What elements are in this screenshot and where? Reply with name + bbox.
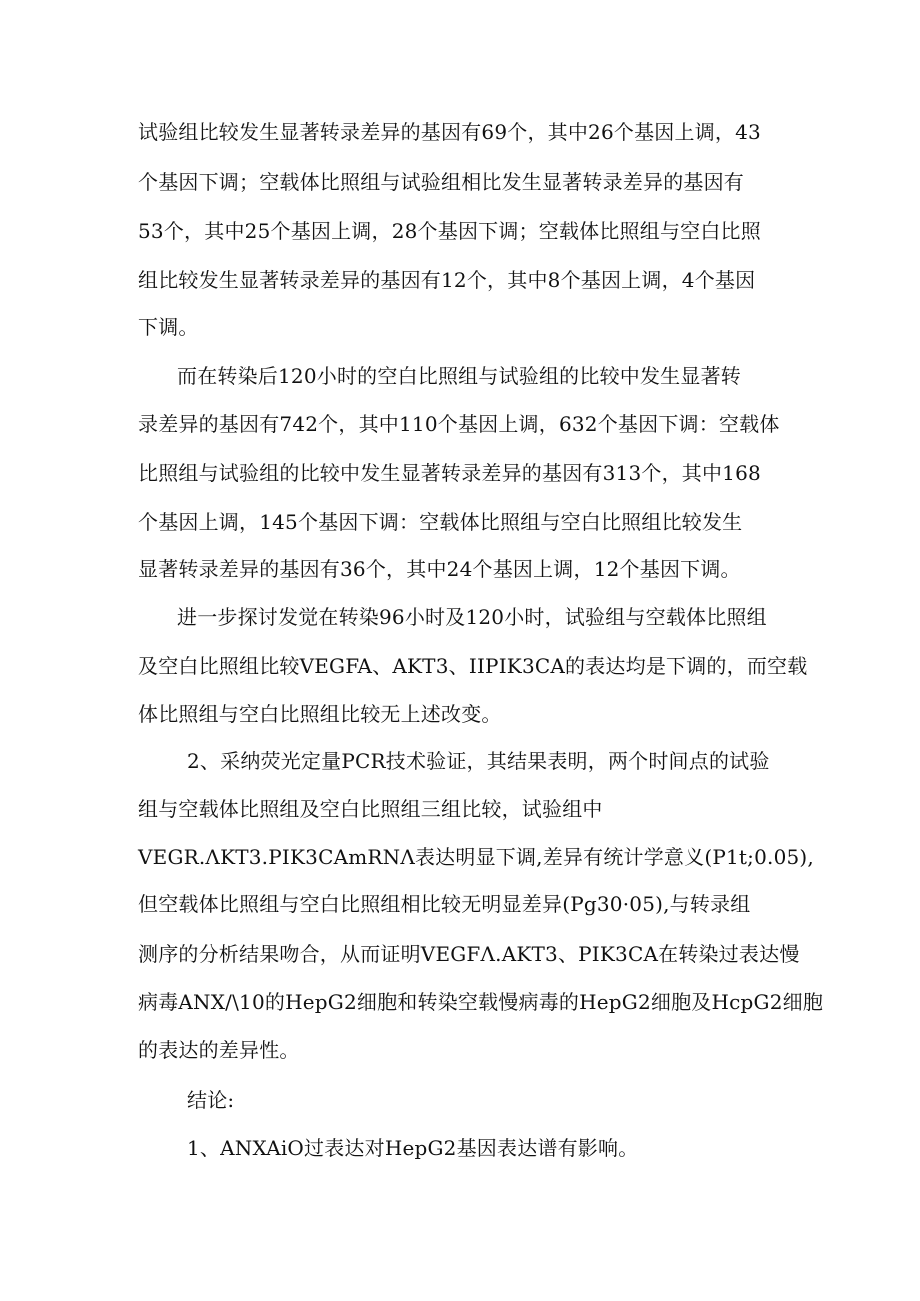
text-line: 的表达的差异性。 [138,1038,300,1062]
text-line: 进一步探讨发觉在转染96小时及120小时，试验组与空载体比照组 [177,605,767,629]
text-line: 组与空载体比照组及空白比照组三组比较，试验组中 [138,797,603,821]
text-line: 测序的分析结果吻合，从而证明VEGFΛ.AKT3、PIK3CA在转染过表达慢 [138,942,800,966]
text-line: 而在转染后120小时的空白比照组与试验组的比较中发生显著转 [177,364,741,388]
text-line: 下调。 [138,315,199,339]
text-line: 试验组比较发生显著转录差异的基因有69个，其中26个基因上调，43 [138,120,761,144]
text-line: 病毒ANX/\10的HepG2细胞和转染空载慢病毒的HepG2细胞及HcpG2细胞 [138,990,824,1014]
text-line: 及空白比照组比较VEGFA、AKT3、IIPIK3CA的表达均是下调的，而空载 [138,654,808,678]
text-line: 组比较发生显著转录差异的基因有12个，其中8个基因上调，4个基因 [138,268,756,292]
text-line: 显著转录差异的基因有36个，其中24个基因上调，12个基因下调。 [138,557,741,581]
text-line: 1、ANXAiO过表达对HepG2基因表达谱有影响。 [187,1136,639,1160]
section-heading: 结论: [187,1088,235,1112]
text-line: VEGR.ΛKT3.PIK3CAmRNΛ表达明显下调,差异有统计学意义(P1t;0.05), [138,845,814,869]
text-line: 个基因上调，145个基因下调：空载体比照组与空白比照组比较发生 [138,510,743,534]
text-line: 53个，其中25个基因上调，28个基因下调；空载体比照组与空白比照 [138,219,761,243]
text-line: 2、采纳荧光定量PCR技术验证，其结果表明，两个时间点的试验 [187,749,770,773]
text-line: 比照组与试验组的比较中发生显著转录差异的基因有313个，其中168 [138,461,761,485]
text-line: 体比照组与空白比照组比较无上述改变。 [138,702,502,726]
text-line: 录差异的基因有742个，其中110个基因上调，632个基因下调：空载体 [138,412,780,436]
text-line: 但空载体比照组与空白比照组相比较无明显差异(Pg30·05),与转录组 [138,892,751,916]
text-line: 个基因下调；空载体比照组与试验组相比发生显著转录差异的基因有 [138,170,744,194]
